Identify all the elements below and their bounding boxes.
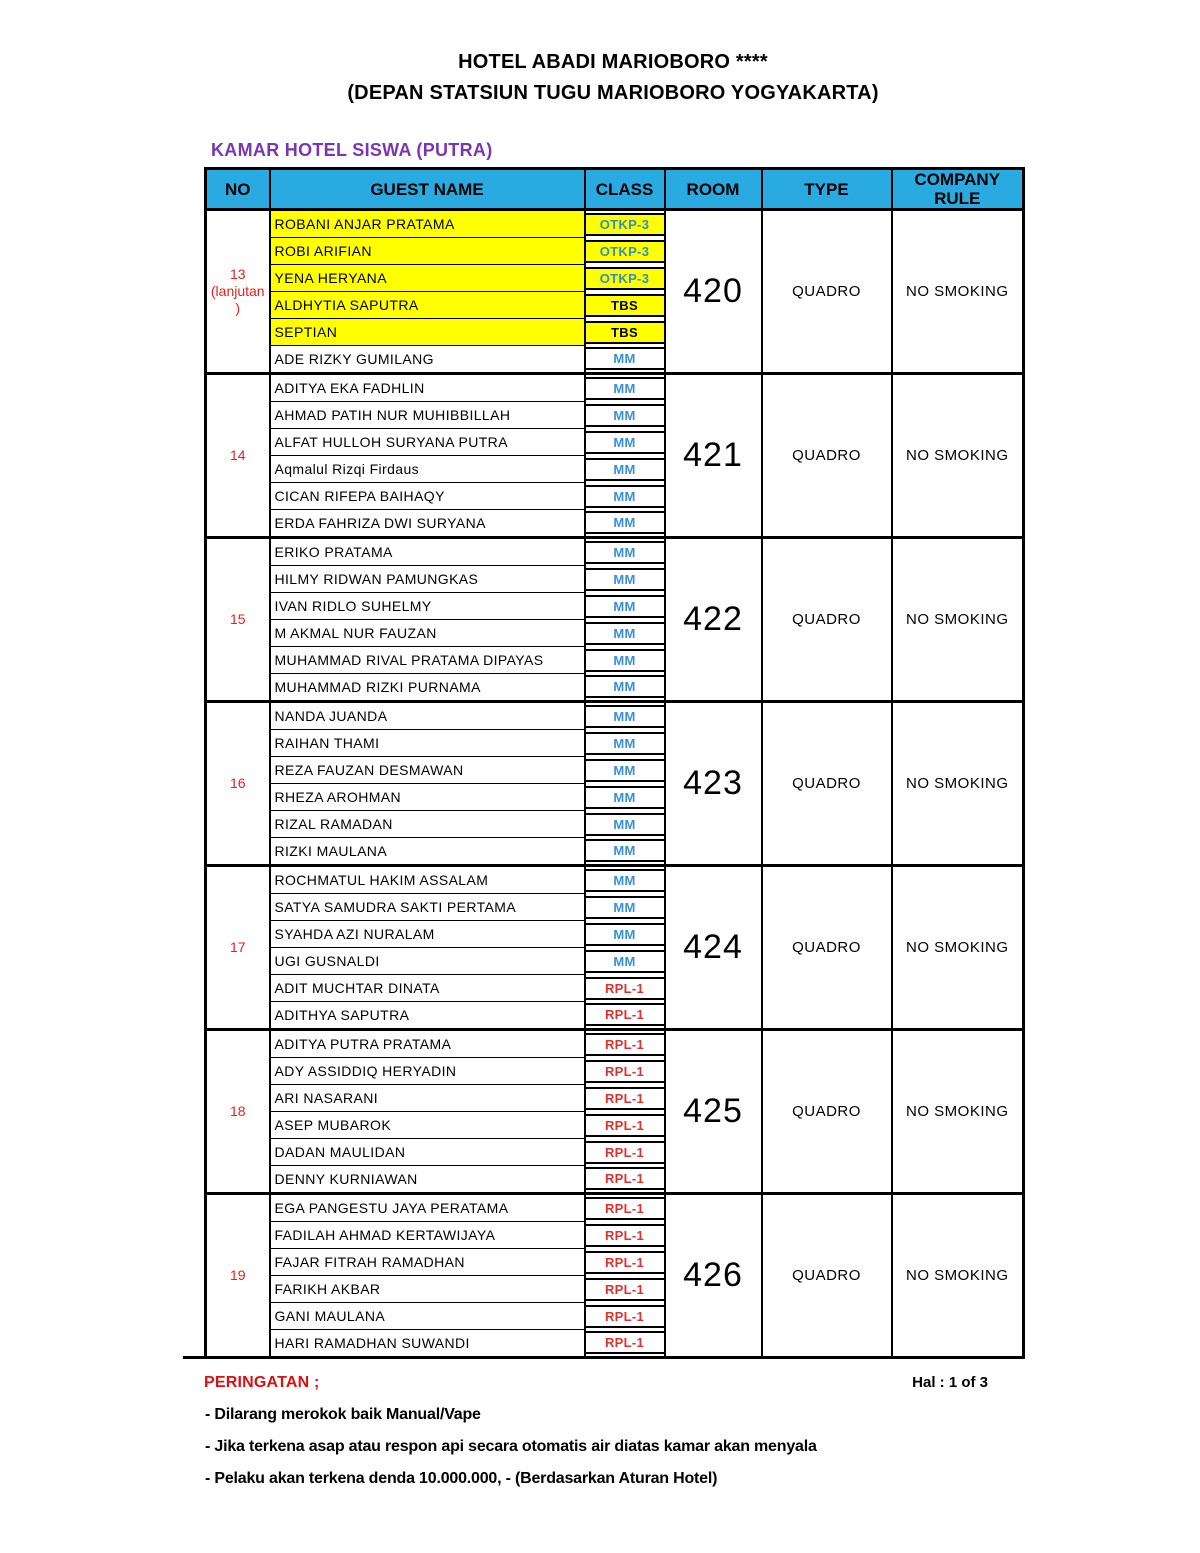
class-chip: MM: [586, 511, 664, 534]
room-number-cell: 425: [665, 1030, 762, 1194]
class-chip: MM: [586, 786, 664, 809]
company-rule-cell: NO SMOKING: [892, 538, 1024, 702]
class-chip: OTKP-3: [586, 240, 664, 263]
guest-name-cell: CICAN RIFEPA BAIHAQY: [270, 483, 585, 510]
class-cell: [585, 265, 665, 292]
class-chip: TBS: [586, 321, 664, 344]
header-no: NO: [206, 169, 270, 210]
class-cell: [585, 566, 665, 593]
guest-name-cell: ADITHYA SAPUTRA: [270, 1002, 585, 1030]
class-chip: MM: [586, 622, 664, 645]
warning-item: - Jika terkena asap atau respon api secara otomatis air diatas kamar akan menyala: [205, 1438, 817, 1455]
class-chip: RPL-1: [586, 1278, 664, 1301]
class-cell: [585, 1002, 665, 1030]
class-chip: RPL-1: [586, 1141, 664, 1164]
class-chip: MM: [586, 485, 664, 508]
guest-name-cell: UGI GUSNALDI: [270, 948, 585, 975]
warning-title: PERINGATAN ;: [204, 1374, 320, 1391]
class-cell: [585, 1058, 665, 1085]
class-chip: RPL-1: [586, 1197, 664, 1220]
guest-name-cell: SEPTIAN: [270, 319, 585, 346]
header-company-rule: COMPANY RULE: [892, 169, 1024, 210]
class-cell: [585, 1222, 665, 1249]
company-rule-cell: NO SMOKING: [892, 702, 1024, 866]
class-chip: RPL-1: [586, 1251, 664, 1274]
class-cell: [585, 292, 665, 319]
class-chip: MM: [586, 705, 664, 728]
class-chip: RPL-1: [586, 1087, 664, 1110]
class-chip: MM: [586, 813, 664, 836]
guest-name-cell: ADITYA EKA FADHLIN: [270, 374, 585, 402]
room-type-cell: QUADRO: [762, 374, 892, 538]
warning-item: - Pelaku akan terkena denda 10.000.000, - (Berdasarkan Aturan Hotel): [205, 1470, 718, 1487]
class-chip: MM: [586, 541, 664, 564]
warning-list: [205, 1404, 817, 1500]
class-chip: RPL-1: [586, 1331, 664, 1354]
room-type-cell: QUADRO: [762, 866, 892, 1030]
room-type-cell: QUADRO: [762, 538, 892, 702]
class-cell: [585, 538, 665, 566]
table-header: [206, 169, 1024, 210]
class-chip: MM: [586, 732, 664, 755]
header-row: [206, 169, 1024, 210]
class-cell: [585, 319, 665, 346]
class-chip: MM: [586, 759, 664, 782]
room-number-cell: 423: [665, 702, 762, 866]
warning-item: - Dilarang merokok baik Manual/Vape: [205, 1406, 481, 1423]
class-cell: [585, 975, 665, 1002]
company-rule-cell: NO SMOKING: [892, 1030, 1024, 1194]
class-cell: [585, 374, 665, 402]
class-chip: RPL-1: [586, 977, 664, 1000]
header-class: CLASS: [585, 169, 665, 210]
class-chip: OTKP-3: [586, 267, 664, 290]
class-chip: RPL-1: [586, 1167, 664, 1190]
class-chip: MM: [586, 568, 664, 591]
guest-name-cell: ERIKO PRATAMA: [270, 538, 585, 566]
guest-name-cell: M AKMAL NUR FAUZAN: [270, 620, 585, 647]
class-chip: RPL-1: [586, 1033, 664, 1056]
class-chip: MM: [586, 675, 664, 698]
room-type-cell: QUADRO: [762, 702, 892, 866]
class-chip: MM: [586, 595, 664, 618]
class-chip: RPL-1: [586, 1060, 664, 1083]
class-cell: [585, 921, 665, 948]
company-rule-cell: NO SMOKING: [892, 1194, 1024, 1358]
class-chip: TBS: [586, 294, 664, 317]
class-cell: [585, 1030, 665, 1058]
class-cell: [585, 1085, 665, 1112]
guest-name-cell: HILMY RIDWAN PAMUNGKAS: [270, 566, 585, 593]
header-type: TYPE: [762, 169, 892, 210]
class-chip: MM: [586, 347, 664, 370]
room-table-body: [206, 210, 1024, 1358]
guest-row: [206, 1194, 1024, 1222]
guest-name-cell: FADILAH AHMAD KERTAWIJAYA: [270, 1222, 585, 1249]
class-chip: OTKP-3: [586, 213, 664, 236]
guest-name-cell: GANI MAULANA: [270, 1303, 585, 1330]
class-cell: [585, 784, 665, 811]
class-chip: MM: [586, 377, 664, 400]
guest-name-cell: FAJAR FITRAH RAMADHAN: [270, 1249, 585, 1276]
room-type-cell: QUADRO: [762, 1194, 892, 1358]
guest-name-cell: ROBANI ANJAR PRATAMA: [270, 210, 585, 238]
room-assignment-table: [204, 167, 1025, 1359]
guest-row: [206, 374, 1024, 402]
group-number-cell: 13 (lanjutan): [206, 210, 270, 374]
class-chip: RPL-1: [586, 1003, 664, 1026]
guest-row: [206, 866, 1024, 894]
class-chip: MM: [586, 458, 664, 481]
hotel-title-line1: HOTEL ABADI MARIOBORO ****: [458, 51, 768, 73]
class-cell: [585, 1249, 665, 1276]
class-chip: RPL-1: [586, 1224, 664, 1247]
class-cell: [585, 1276, 665, 1303]
class-chip: RPL-1: [586, 1114, 664, 1137]
class-cell: [585, 674, 665, 702]
header-guest-name: GUEST NAME: [270, 169, 585, 210]
document-title: [204, 47, 1022, 109]
room-number-cell: 424: [665, 866, 762, 1030]
class-cell: [585, 510, 665, 538]
guest-name-cell: ASEP MUBAROK: [270, 1112, 585, 1139]
room-type-cell: QUADRO: [762, 210, 892, 374]
group-number-cell: 16: [206, 702, 270, 866]
group-number-cell: 17: [206, 866, 270, 1030]
guest-name-cell: DENNY KURNIAWAN: [270, 1166, 585, 1194]
guest-name-cell: ADIT MUCHTAR DINATA: [270, 975, 585, 1002]
group-number-cell: 15: [206, 538, 270, 702]
class-chip: MM: [586, 404, 664, 427]
class-cell: [585, 866, 665, 894]
guest-name-cell: Aqmalul Rizqi Firdaus: [270, 456, 585, 483]
class-cell: [585, 402, 665, 429]
class-chip: MM: [586, 923, 664, 946]
class-cell: [585, 838, 665, 866]
guest-name-cell: HARI RAMADHAN SUWANDI: [270, 1330, 585, 1358]
hotel-title-line2: (DEPAN STATSIUN TUGU MARIOBORO YOGYAKARTA): [347, 82, 879, 104]
guest-name-cell: SYAHDA AZI NURALAM: [270, 921, 585, 948]
class-cell: [585, 483, 665, 510]
class-cell: [585, 346, 665, 374]
guest-name-cell: IVAN RIDLO SUHELMY: [270, 593, 585, 620]
guest-name-cell: ARI NASARANI: [270, 1085, 585, 1112]
class-cell: [585, 429, 665, 456]
room-number-cell: 420: [665, 210, 762, 374]
class-chip: RPL-1: [586, 1305, 664, 1328]
class-cell: [585, 757, 665, 784]
guest-name-cell: DADAN MAULIDAN: [270, 1139, 585, 1166]
class-chip: MM: [586, 431, 664, 454]
guest-name-cell: SATYA SAMUDRA SAKTI PERTAMA: [270, 894, 585, 921]
class-cell: [585, 948, 665, 975]
class-cell: [585, 1330, 665, 1358]
guest-name-cell: MUHAMMAD RIVAL PRATAMA DIPAYAS: [270, 647, 585, 674]
company-rule-cell: NO SMOKING: [892, 374, 1024, 538]
guest-name-cell: ALFAT HULLOH SURYANA PUTRA: [270, 429, 585, 456]
class-cell: [585, 730, 665, 757]
guest-name-cell: YENA HERYANA: [270, 265, 585, 292]
guest-name-cell: ROCHMATUL HAKIM ASSALAM: [270, 866, 585, 894]
guest-name-cell: FARIKH AKBAR: [270, 1276, 585, 1303]
class-chip: MM: [586, 896, 664, 919]
guest-name-cell: ROBI ARIFIAN: [270, 238, 585, 265]
room-number-cell: 421: [665, 374, 762, 538]
company-rule-cell: NO SMOKING: [892, 866, 1024, 1030]
class-cell: [585, 1194, 665, 1222]
group-number-cell: 19: [206, 1194, 270, 1358]
class-cell: [585, 1166, 665, 1194]
room-number-cell: 426: [665, 1194, 762, 1358]
guest-name-cell: RHEZA AROHMAN: [270, 784, 585, 811]
group-number-cell: 18: [206, 1030, 270, 1194]
class-cell: [585, 647, 665, 674]
guest-row: [206, 538, 1024, 566]
guest-name-cell: REZA FAUZAN DESMAWAN: [270, 757, 585, 784]
guest-name-cell: EGA PANGESTU JAYA PERATAMA: [270, 1194, 585, 1222]
guest-name-cell: ERDA FAHRIZA DWI SURYANA: [270, 510, 585, 538]
class-chip: MM: [586, 869, 664, 892]
header-room: ROOM: [665, 169, 762, 210]
class-cell: [585, 1112, 665, 1139]
guest-name-cell: RAIHAN THAMI: [270, 730, 585, 757]
class-chip: MM: [586, 950, 664, 973]
guest-name-cell: RIZKI MAULANA: [270, 838, 585, 866]
class-cell: [585, 238, 665, 265]
guest-name-cell: NANDA JUANDA: [270, 702, 585, 730]
section-heading: KAMAR HOTEL SISWA (PUTRA): [211, 140, 493, 160]
class-chip: MM: [586, 649, 664, 672]
guest-name-cell: AHMAD PATIH NUR MUHIBBILLAH: [270, 402, 585, 429]
class-cell: [585, 702, 665, 730]
class-chip: MM: [586, 839, 664, 862]
guest-name-cell: ADITYA PUTRA PRATAMA: [270, 1030, 585, 1058]
class-cell: [585, 593, 665, 620]
class-cell: [585, 620, 665, 647]
class-cell: [585, 811, 665, 838]
class-cell: [585, 456, 665, 483]
class-cell: [585, 894, 665, 921]
guest-name-cell: ADE RIZKY GUMILANG: [270, 346, 585, 374]
guest-name-cell: MUHAMMAD RIZKI PURNAMA: [270, 674, 585, 702]
room-number-cell: 422: [665, 538, 762, 702]
guest-name-cell: ADY ASSIDDIQ HERYADIN: [270, 1058, 585, 1085]
page-indicator: Hal : 1 of 3: [912, 1374, 988, 1391]
group-number-cell: 14: [206, 374, 270, 538]
guest-name-cell: ALDHYTIA SAPUTRA: [270, 292, 585, 319]
guest-row: [206, 1030, 1024, 1058]
class-cell: [585, 1303, 665, 1330]
guest-row: [206, 702, 1024, 730]
class-cell: [585, 1139, 665, 1166]
room-type-cell: QUADRO: [762, 1030, 892, 1194]
guest-row: [206, 210, 1024, 238]
room-assignment-table-wrap: [204, 167, 1025, 1359]
class-cell: [585, 210, 665, 238]
guest-name-cell: RIZAL RAMADAN: [270, 811, 585, 838]
company-rule-cell: NO SMOKING: [892, 210, 1024, 374]
